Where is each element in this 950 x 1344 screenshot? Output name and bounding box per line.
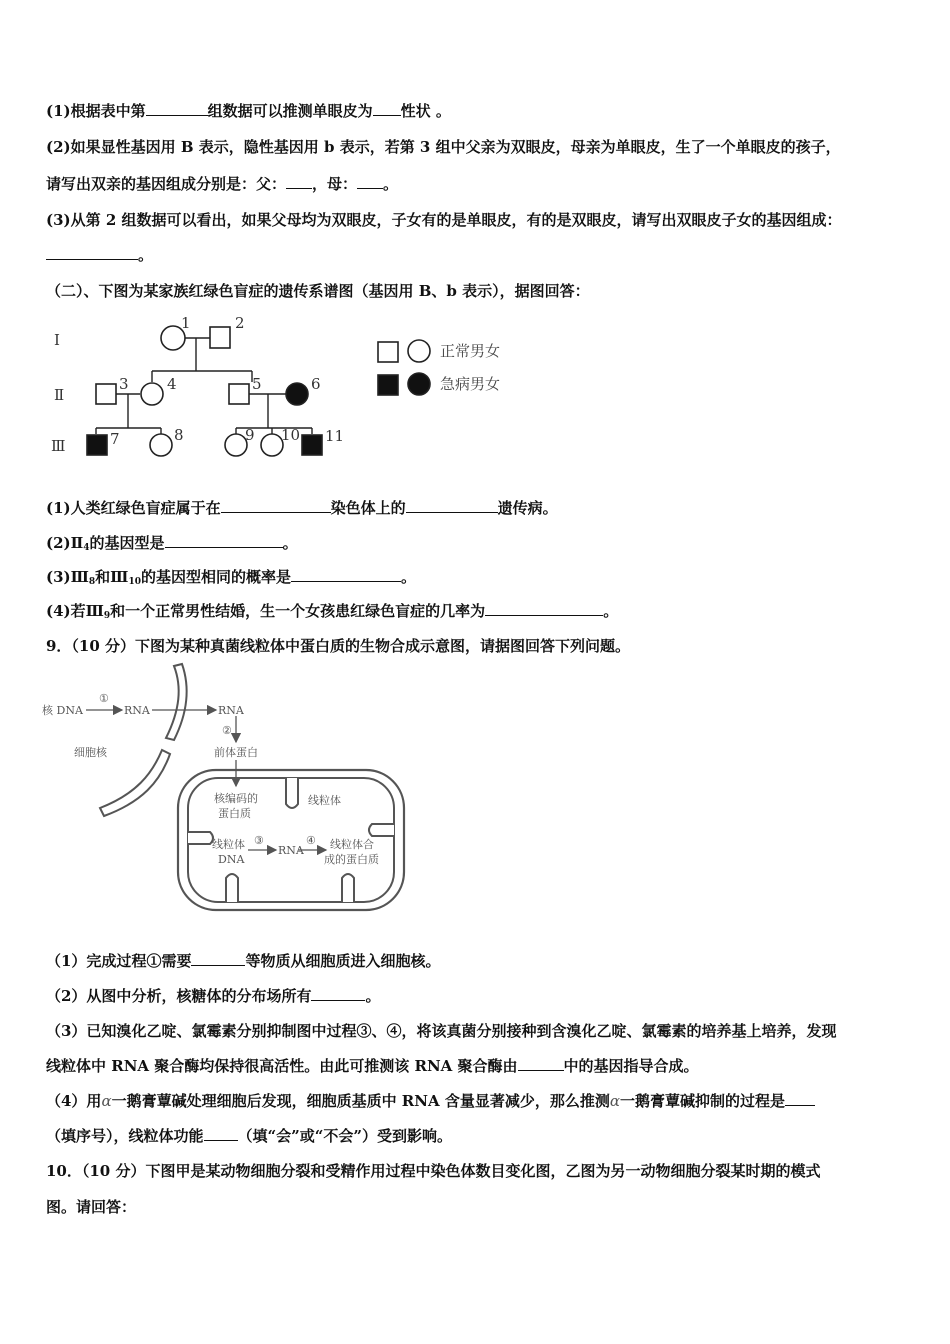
label-nuclear-dna: 核 DNA	[42, 704, 83, 717]
q9-sub1: （1）完成过程①需要 等物质从细胞质进入细胞核。	[46, 952, 441, 970]
label-rna-3: RNA	[278, 844, 304, 857]
generation-II: Ⅱ	[54, 386, 65, 404]
label-step-2: ②	[222, 724, 232, 737]
label-mitochondrion: 线粒体	[308, 794, 341, 807]
label-step-3: ③	[254, 834, 264, 847]
label-mt-dna-1: 线粒体	[212, 838, 245, 851]
part2-q1: (1)人类红绿色盲症属于在 染色体上的 遗传病。	[46, 499, 558, 517]
individual-III9	[225, 434, 247, 456]
q10-line2: 图。请回答：	[46, 1198, 137, 1216]
legend-normal-female	[408, 340, 430, 362]
label-6: 6	[311, 375, 321, 393]
answer-blank[interactable]	[291, 567, 401, 582]
q9-sub3-cont: 线粒体中 RNA 聚合酶均保持很高活性。由此可推测该 RNA 聚合酶由 中的基因指导合成。	[46, 1057, 699, 1075]
nuclear-envelope-lower	[100, 750, 170, 816]
label-4: 4	[167, 375, 177, 393]
individual-III11	[302, 435, 322, 455]
legend-normal-male	[378, 342, 398, 362]
q10-line1: 10．（10 分）下图甲是某动物细胞分裂和受精作用过程中染色体数目变化图，乙图为另一动物细胞分裂某时期的模式	[46, 1162, 821, 1180]
label-nucleus: 细胞核	[74, 746, 107, 759]
individual-II3	[96, 384, 116, 404]
part1-q1: (1)根据表中第 组数据可以推测单眼皮为 性状 。	[46, 102, 451, 120]
q9-sub4: （4）用α一鹅膏蕈碱处理细胞后发现，细胞质基质中 RNA 含量显著减少，那么推测α一鹅膏蕈碱抑制的过程是	[46, 1091, 815, 1111]
part1-q2-cont: 请写出双亲的基因组成分别是：父： ，母： 。	[46, 175, 399, 193]
label-7: 7	[110, 430, 120, 448]
individual-II5	[229, 384, 249, 404]
label-9: 9	[245, 426, 255, 444]
label-8: 8	[174, 426, 184, 444]
answer-blank[interactable]	[221, 498, 331, 513]
answer-blank[interactable]	[485, 601, 603, 616]
legend-normal-label: 正常男女	[440, 342, 501, 360]
label-mt-protein-2: 成的蛋白质	[324, 853, 379, 866]
part1-q3-cont: 。	[46, 245, 153, 265]
part1-q2: (2)如果显性基因用 B 表示，隐性基因用 b 表示，若第 3 组中父亲为双眼皮，母亲为单眼皮，生了一个单眼皮的孩子，	[46, 138, 841, 156]
nuclear-envelope-upper	[166, 664, 187, 740]
legend-affected-male	[378, 375, 398, 395]
label-mt-dna-2: DNA	[218, 853, 245, 866]
q9-sub3: （3）已知溴化乙啶、氯霉素分别抑制图中过程③、④，将该真菌分别接种到含溴化乙啶、氯霉素的培养基上培养，发现	[46, 1022, 837, 1040]
answer-blank[interactable]	[286, 174, 312, 189]
label-step-4: ④	[306, 834, 316, 847]
part1-q3: (3)从第 2 组数据可以看出，如果父母均为双眼皮，子女有的是单眼皮，有的是双眼皮，请写出双眼皮子女的基因组成：	[46, 211, 842, 229]
answer-blank[interactable]	[146, 101, 208, 116]
q9-sub4-cont: （填序号），线粒体功能 （填“会”或“不会”）受到影响。	[46, 1127, 453, 1145]
answer-blank[interactable]	[406, 498, 498, 513]
generation-III: Ⅲ	[51, 437, 66, 455]
answer-blank[interactable]	[518, 1056, 564, 1071]
answer-blank[interactable]	[357, 174, 383, 189]
pedigree-chart	[40, 308, 540, 468]
q9-sub2: （2）从图中分析，核糖体的分布场所有 。	[46, 987, 381, 1005]
answer-blank[interactable]	[311, 986, 365, 1001]
label-2: 2	[235, 314, 245, 332]
label-11: 11	[325, 427, 345, 445]
label-precursor-protein: 前体蛋白	[214, 746, 258, 759]
answer-blank[interactable]	[373, 101, 401, 116]
label-nuclear-encoded-2: 蛋白质	[218, 807, 251, 820]
part2-heading: （二）、下图为某家族红绿色盲症的遗传系谱图（基因用 B、b 表示），据图回答：	[46, 282, 590, 300]
legend-affected-label: 急病男女	[440, 375, 501, 393]
generation-I: Ⅰ	[54, 331, 60, 349]
answer-blank[interactable]	[165, 533, 283, 548]
answer-blank[interactable]	[204, 1126, 238, 1141]
alpha-symbol: α	[101, 1092, 112, 1110]
label-3: 3	[119, 375, 129, 393]
individual-III8	[150, 434, 172, 456]
individual-III10	[261, 434, 283, 456]
label-mt-protein-1: 线粒体合	[330, 838, 374, 851]
part2-q2: $(2)Ⅱ_4$的基因型是 。	[46, 534, 298, 553]
label-rna-2: RNA	[218, 704, 244, 717]
individual-II4	[141, 383, 163, 405]
individual-II6	[286, 383, 308, 405]
label-step-1: ①	[99, 692, 109, 705]
label-5: 5	[252, 375, 262, 393]
label-1: 1	[181, 314, 191, 332]
q9-title: 9．（10 分）下图为某种真菌线粒体中蛋白质的生物合成示意图，请据图回答下列问题。	[46, 637, 631, 655]
protein-synthesis-diagram	[42, 662, 422, 917]
answer-blank[interactable]	[785, 1091, 815, 1106]
legend-affected-female	[408, 373, 430, 395]
answer-blank[interactable]	[46, 245, 138, 260]
answer-blank[interactable]	[191, 951, 245, 966]
label-nuclear-encoded-1: 核编码的	[214, 792, 258, 805]
label-rna-1: RNA	[124, 704, 150, 717]
part2-q4: (4)若$Ⅲ_9$和一个正常男性结婚，生一个女孩患红绿色盲症的几率为 。	[46, 602, 619, 621]
part2-q3: $(3)Ⅲ_8$和$Ⅲ_{10}$的基因型相同的概率是 。	[46, 568, 417, 587]
individual-III7	[87, 435, 107, 455]
alpha-symbol: α	[609, 1092, 620, 1110]
individual-I2	[210, 327, 230, 348]
label-10: 10	[281, 426, 301, 444]
